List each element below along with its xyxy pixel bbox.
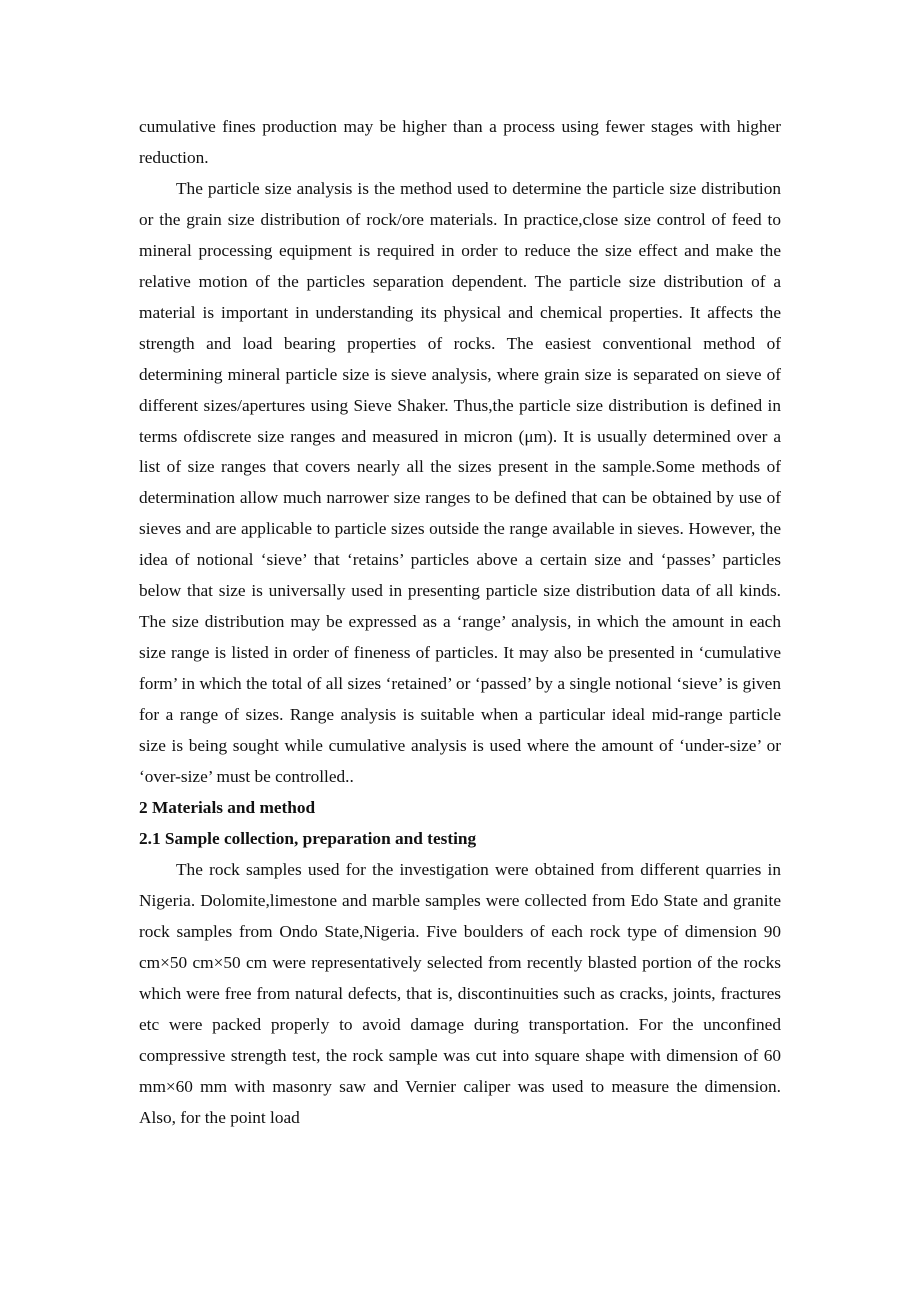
paragraph-continuation: cumulative fines production may be higher than a process using fewer stages with higher reduction.: [139, 117, 781, 167]
paragraph-sample-collection: The rock samples used for the investigation were obtained from different quarries in Nigeria. Dolomite,limestone and marble samples were collected from Edo State and granite rock samples from Ondo State,Nigeria. Five boulders of each rock type of dimension 90 cm×50 cm×50 cm were representatively selected from recently blasted portion of the rocks which were free from natural defects, that is, discontinuities such as cracks, joints, fractures etc were packed properly to avoid damage during transportation. For the unconfined compressive strength test, the rock sample was cut into square shape with dimension of 60 mm×60 mm with masonry saw and Vernier caliper was used to measure the dimension. Also, for the point load: [139, 859, 781, 1127]
document-page: [139, 112, 781, 1133]
section-heading: 2 Materials and method: [139, 797, 316, 817]
paragraph-particle-size-analysis: The particle size analysis is the method used to determine the particle size distribution or the grain size distribution of rock/ore materials. In practice,close size control of feed to mineral processing equipment is required in order to reduce the size effect and make the relative motion of the particles separation dependent. The particle size distribution of a material is important in understanding its physical and chemical properties. It affects the strength and load bearing properties of rocks. The easiest conventional method of determining mineral particle size is sieve analysis, where grain size is separated on sieve of different sizes/apertures using Sieve Shaker. Thus,the particle size distribution is defined in terms ofdiscrete size ranges and measured in micron (μm). It is usually determined over a list of size ranges that covers nearly all the sizes present in the sample.Some methods of determination allow much narrower size ranges to be defined that can be obtained by use of sieves and are applicable to particle sizes outside the range available in sieves. However, the idea of notional ‘sieve’ that ‘retains’ particles above a certain size and ‘passes’ particles below that size is universally used in presenting particle size distribution data of all kinds. The size distribution may be expressed as a ‘range’ analysis, in which the amount in each size range is listed in order of fineness of particles. It may also be presented in ‘cumulative form’ in which the total of all sizes ‘retained’ or ‘passed’ by a single notional ‘sieve’ is given for a range of sizes. Range analysis is suitable when a particular ideal mid-range particle size is being sought while cumulative analysis is used where the amount of ‘under-size’ or ‘over-size’ must be controlled..: [139, 178, 781, 787]
subsection-heading: 2.1 Sample collection, preparation and testing: [139, 828, 477, 848]
